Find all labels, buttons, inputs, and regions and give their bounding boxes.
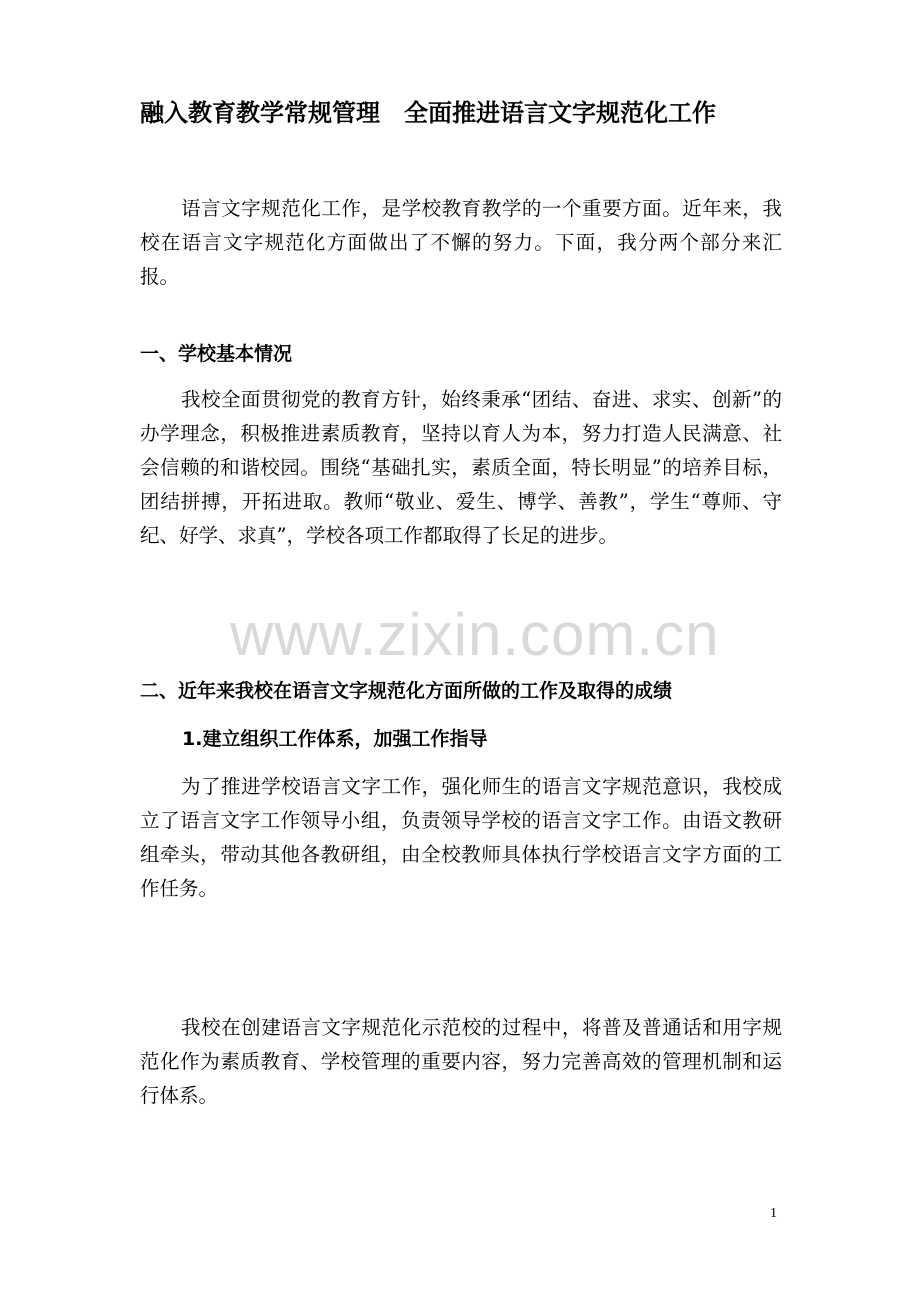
section-1-paragraph: 我校全面贯彻党的教育方针，始终秉承“团结、奋进、求实、创新”的办学理念，积极推进素质教育，坚持以育人为本，努力打造人民满意、社会信赖的和谐校园。围绕“基础扎实，素质全面，特长明显”的培养目标，团结拼搏，开拓进取。教师“敬业、爱生、博学、善教”，学生“尊师、守纪、好学、求真”，学校各项工作都取得了长足的进步。 (140, 388, 782, 547)
page-number: 1 (770, 1206, 777, 1221)
section-1-heading: 一、学校基本情况 (140, 343, 293, 365)
section-2-paragraph: 我校在创建语言文字规范化示范校的过程中，将普及普通话和用字规范化作为素质教育、学校管理的重要内容，努力完善高效的管理机制和运行体系。 (140, 1016, 782, 1107)
document-title: 融入教育教学常规管理 全面推进语言文字规范化工作 (140, 99, 716, 127)
section-2-heading: 二、近年来我校在语言文字规范化方面所做的工作及取得的成绩 (140, 680, 673, 702)
intro-paragraph: 语言文字规范化工作，是学校教育教学的一个重要方面。近年来，我校在语言文字规范化方面做出了不懈的努力。下面，我分两个部分来汇报。 (140, 197, 782, 288)
subsection-1-heading: 1.建立组织工作体系，加强工作指导 (182, 728, 488, 750)
watermark: www.zixin.com.cn (230, 601, 720, 668)
subsection-1-paragraph: 为了推进学校语言文字工作，强化师生的语言文字规范意识，我校成立了语言文字工作领导小组，负责领导学校的语言文字工作。由语文教研组牵头，带动其他各教研组，由全校教师具体执行学校语言文字方面的工作任务。 (140, 775, 782, 900)
